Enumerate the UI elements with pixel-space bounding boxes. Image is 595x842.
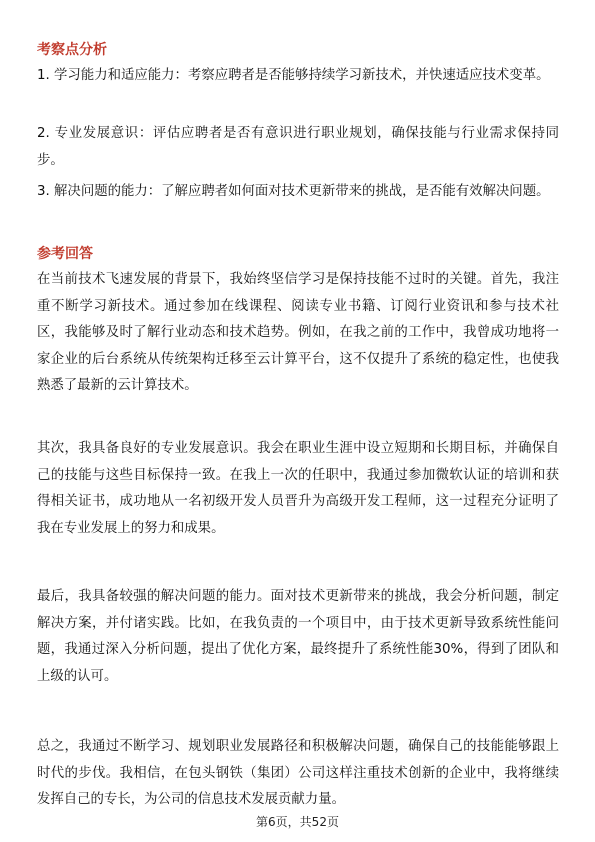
page-number: 第6页，共52页 (256, 815, 339, 829)
answer-paragraph-4: 总之，我通过不断学习、规划职业发展路径和积极解决问题，确保自己的技能能够跟上时代的步伐。我相信，在包头钢铁（集团）公司这样注重技术创新的企业中，我将继续发挥自己的专长，为公司的信息技术发展贡献力量。 (37, 739, 559, 807)
answer-paragraph-1: 在当前技术飞速发展的背景下，我始终坚信学习是保持技能不过时的关键。首先，我注重不断学习新技术。通过参加在线课程、阅读专业书籍、订阅行业资讯和参与技术社区，我能够及时了解行业动态和技术趋势。例如，在我之前的工作中，我曾成功地将一家企业的后台系统从传统架构迁移至云计算平台，这不仅提升了系统的稳定性，也使我熟悉了最新的云计算技术。 (37, 272, 559, 393)
section-title-reference-answer: 参考回答 (37, 246, 93, 262)
answer-paragraph-2: 其次，我具备良好的专业发展意识。我会在职业生涯中设立短期和长期目标，并确保自己的技能与这些目标保持一致。在我上一次的任职中，我通过参加微软认证的培训和获得相关证书，成功地从一名初级开发人员晋升为高级开发工程师，这一过程充分证明了我在专业发展上的努力和成果。 (37, 441, 559, 536)
answer-paragraph-3: 最后，我具备较强的解决问题的能力。面对技术更新带来的挑战，我会分析问题，制定解决方案，并付诸实践。比如，在我负责的一个项目中，由于技术更新导致系统性能问题，我通过深入分析问题，提出了优化方案，最终提升了系统性能30%，得到了团队和上级的认可。 (37, 589, 559, 684)
analysis-item-2: 2. 专业发展意识：评估应聘者是否有意识进行职业规划，确保技能与行业需求保持同步。 (37, 126, 559, 168)
section-title-analysis: 考察点分析 (37, 42, 107, 58)
analysis-item-3: 3. 解决问题的能力：了解应聘者如何面对技术更新带来的挑战，是否能有效解决问题。 (37, 184, 550, 199)
analysis-item-1: 1. 学习能力和适应能力：考察应聘者是否能够持续学习新技术，并快速适应技术变革。 (37, 68, 550, 83)
